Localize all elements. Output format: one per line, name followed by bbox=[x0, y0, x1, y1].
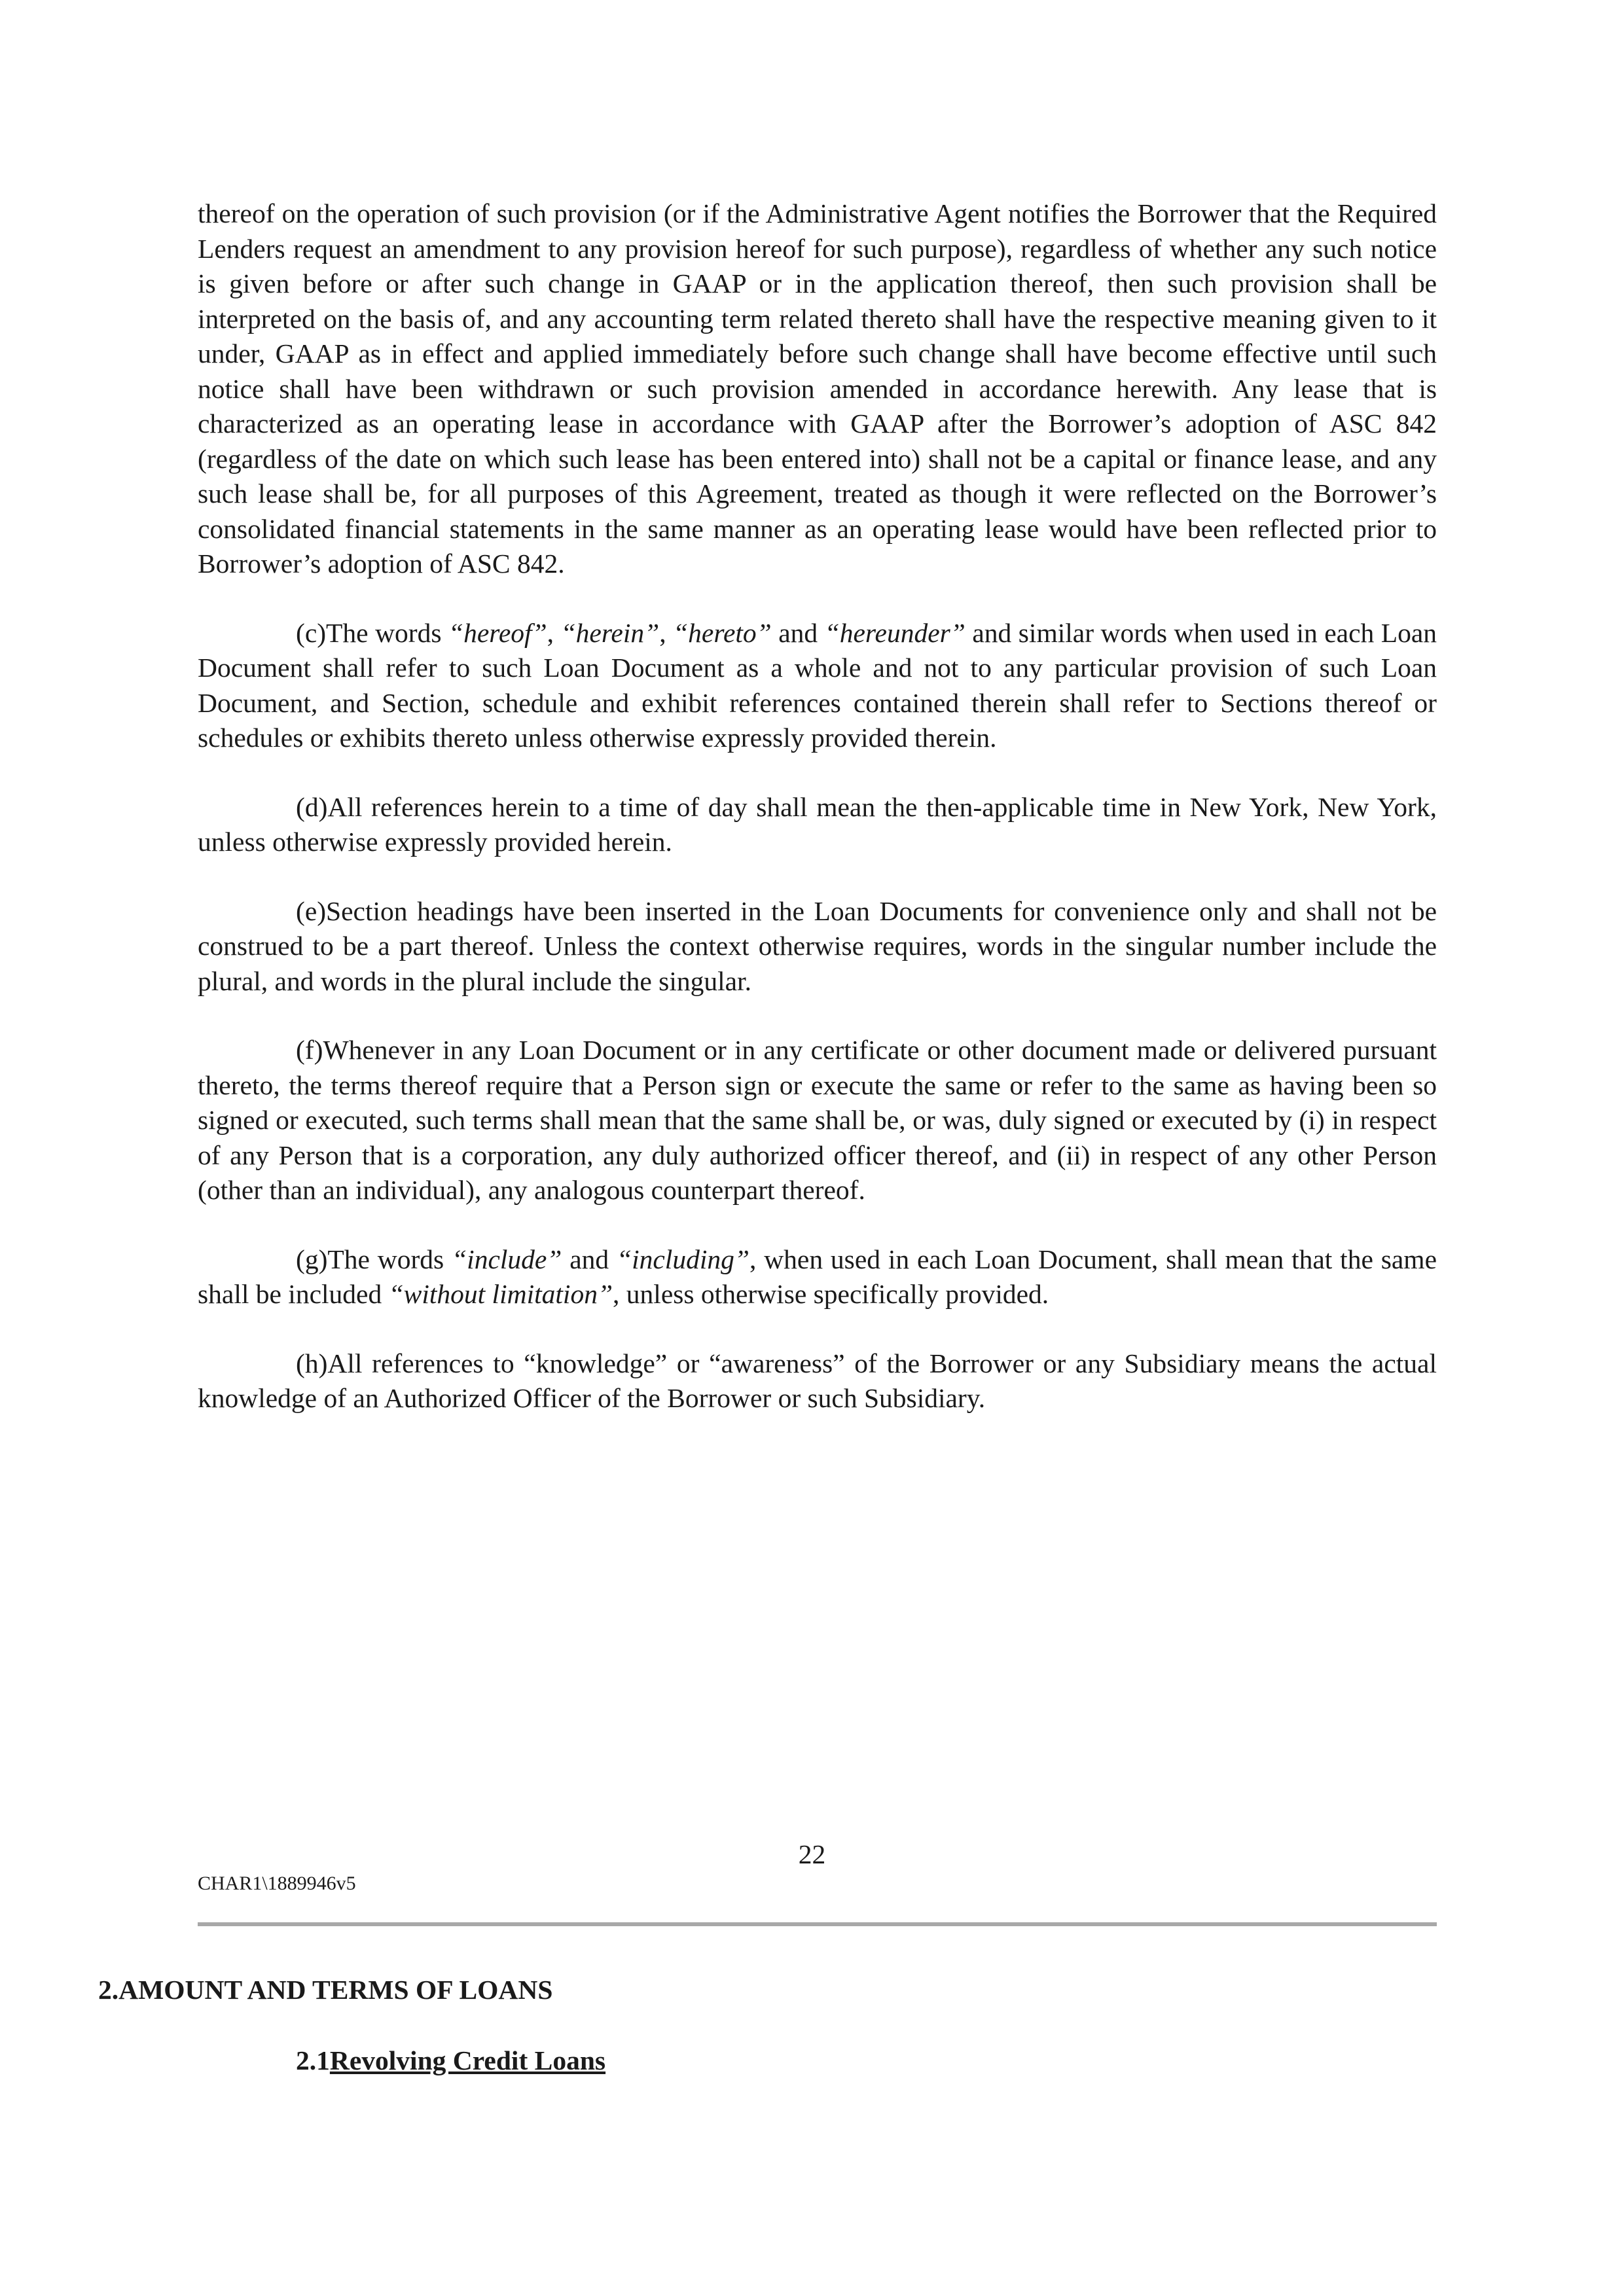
paragraph-g bbox=[198, 1242, 1437, 1312]
term-without-limitation: “without limitation” bbox=[388, 1279, 613, 1309]
paragraph-b-continued: thereof on the operation of such provision (or if the Administrative Agent notifies the Borrower that the Required Lenders request an amendment to any provision hereof for such purpose), regardless of whether any such notice is given before or after such change in GAAP or in the application thereof, then such provision shall be interpreted on the basis of, and any accounting term related thereto shall have the respective meaning given to it under, GAAP as in effect and applied immediately before such change shall have become effective until such notice shall have been withdrawn or such provision amended in accordance herewith. Any lease that is characterized as an operating lease in accordance with GAAP after the Borrower’s adoption of ASC 842 (regardless of the date on which such lease has been entered into) shall not be a capital or finance lease, and any such lease shall be, for all purposes of this Agreement, treated as though it were reflected on the Borrower’s consolidated financial statements in the same manner as an operating lease would have been reflected prior to Borrower’s adoption of ASC 842. bbox=[198, 198, 1437, 579]
document-id: CHAR1\1889946v5 bbox=[198, 1873, 356, 1894]
paragraph-c bbox=[198, 616, 1437, 756]
section-heading: 2.AMOUNT AND TERMS OF LOANS bbox=[98, 1975, 553, 2005]
page-number: 22 bbox=[798, 1839, 826, 1869]
paragraph-c-text: and bbox=[771, 617, 825, 648]
term-include: “include” bbox=[452, 1244, 562, 1274]
paragraph-h: (h)All references to “knowledge” or “awareness” of the Borrower or any Subsidiary means the actual knowledge of an Authorized Officer of the Borrower or such Subsidiary. bbox=[198, 1348, 1437, 1413]
paragraph-c-text: (c)The words bbox=[296, 617, 449, 648]
paragraph-g-text: , when used in each Loan Document, shall mean that the same shall be included bbox=[198, 1244, 1437, 1309]
term-hereunder: “hereunder” bbox=[824, 617, 965, 648]
term-hereto: “hereto” bbox=[673, 617, 772, 648]
term-including: “including” bbox=[617, 1244, 749, 1274]
subsection-number: 2.1 bbox=[296, 2045, 330, 2075]
paragraph-g-text: and bbox=[562, 1244, 617, 1274]
subsection-title: Revolving Credit Loans bbox=[329, 2045, 606, 2075]
paragraph-e: (e)Section headings have been inserted in the Loan Documents for convenience only and shall not be construed to be a part thereof. Unless the context otherwise requires, words in the singular number include the plural, and words in the plural include the singular. bbox=[198, 895, 1437, 996]
subsection-heading bbox=[296, 2044, 605, 2077]
term-herein: “herein” bbox=[560, 617, 660, 648]
document-body bbox=[198, 196, 1437, 1450]
page-break-divider bbox=[198, 1922, 1437, 1926]
paragraph-c-text: and similar words when used in each Loan Document shall refer to such Loan Document as a whole and not to any particular provision of such Loan Document, and Section, schedule and exhibit references contained therein shall refer to Sections thereof or schedules or exhibits thereto unless otherwise expressly provided therein. bbox=[198, 617, 1437, 753]
paragraph-c-text: , bbox=[659, 617, 674, 648]
paragraph-c-text: , bbox=[547, 617, 561, 648]
paragraph-f: (f)Whenever in any Loan Document or in any certificate or other document made or delivered pursuant thereto, the terms thereof require that a Person sign or execute the same or refer to the same as having been so signed or executed, such terms shall mean that the same shall be, or was, duly signed or executed by (i) in respect of any Person that is a corporation, any duly authorized officer thereof, and (ii) in respect of any other Person (other than an individual), any analogous counterpart thereof. bbox=[198, 1035, 1437, 1205]
paragraph-g-text: (g)The words bbox=[296, 1244, 452, 1274]
paragraph-d: (d)All references herein to a time of day shall mean the then-applicable time in New York, New York, unless otherwise expressly provided herein. bbox=[198, 791, 1437, 857]
paragraph-g-text: , unless otherwise specifically provided. bbox=[613, 1279, 1049, 1309]
term-hereof: “hereof” bbox=[448, 617, 547, 648]
